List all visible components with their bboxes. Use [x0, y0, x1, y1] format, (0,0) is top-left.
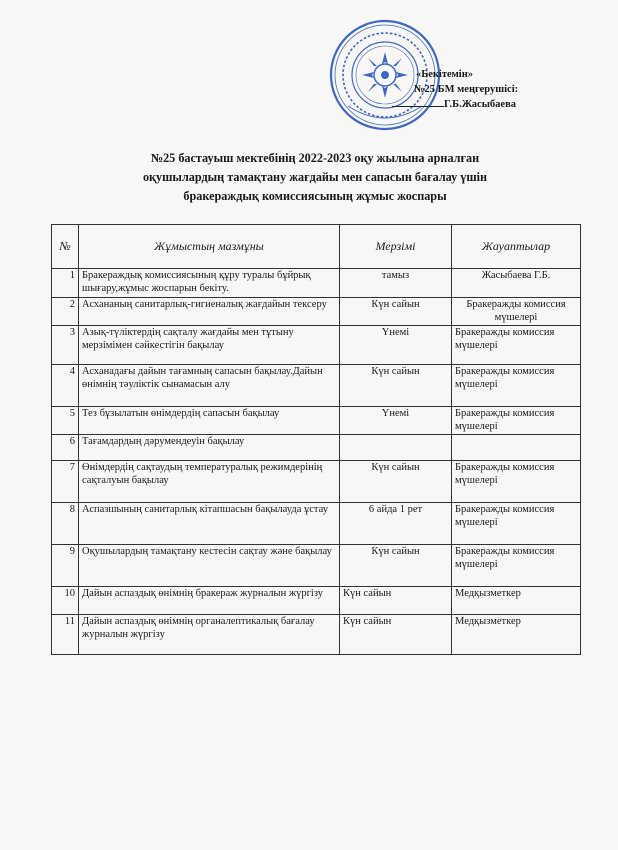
row-responsible: Бракеражды комиссия мүшелері — [452, 545, 581, 587]
row-content: Дайын аспаздық өнімнің органалептикалық бағалау журналын жүргізу — [79, 615, 340, 655]
row-responsible: Бракеражды комиссия мүшелері — [452, 365, 581, 407]
work-plan-table — [51, 224, 581, 655]
header-responsible: Жауаптылар — [452, 225, 581, 269]
row-content: Оқушылардың тамақтану кестесін сақтау және бақылау — [79, 545, 340, 587]
table-row — [52, 587, 581, 615]
table-row — [52, 298, 581, 326]
row-num: 9 — [52, 545, 79, 587]
table-row — [52, 326, 581, 365]
document-title — [100, 149, 530, 206]
row-date: 6 айда 1 рет — [340, 503, 452, 545]
row-date: Күн сайын — [340, 587, 452, 615]
signature-blank — [392, 97, 444, 107]
row-responsible: Бракеражды комиссия мүшелері — [452, 461, 581, 503]
row-num: 6 — [52, 435, 79, 461]
table-header-row — [52, 225, 581, 269]
header-date: Мерзімі — [340, 225, 452, 269]
row-responsible: Бракеражды комиссия мүшелері — [452, 298, 581, 326]
row-num: 4 — [52, 365, 79, 407]
row-content: Дайын аспаздық өнімнің бракераж журналын жүргізу — [79, 587, 340, 615]
row-responsible — [452, 435, 581, 461]
row-date: Күн сайын — [340, 461, 452, 503]
approval-signatory: Г.Б.Жасыбаева — [444, 99, 516, 110]
table-row — [52, 435, 581, 461]
row-content: Тағамдардың дәрумендеуін бақылау — [79, 435, 340, 461]
row-content: Аспазшының санитарлық кітапшасын бақылауда ұстау — [79, 503, 340, 545]
approval-block — [388, 68, 608, 113]
row-responsible: Медқызметкер — [452, 587, 581, 615]
table-row — [52, 461, 581, 503]
row-num: 1 — [52, 269, 79, 298]
row-responsible: Бракеражды комиссия мүшелері — [452, 326, 581, 365]
row-num: 7 — [52, 461, 79, 503]
table-row — [52, 503, 581, 545]
row-content: Асхананың санитарлық-гигиеналық жағдайын тексеру — [79, 298, 340, 326]
table-row — [52, 615, 581, 655]
approval-signature-line — [388, 97, 608, 113]
row-num: 3 — [52, 326, 79, 365]
header-num: № — [52, 225, 79, 269]
title-line-1: №25 бастауыш мектебінің 2022-2023 оқу жылына арналған — [150, 151, 480, 165]
row-content: Бракераждық комиссиясының құру туралы бұйрық шығару,жұмыс жоспарын бекіту. — [79, 269, 340, 298]
title-line-3: бракераждық комиссиясының жұмыс жоспары — [183, 189, 447, 203]
header-content: Жұмыстың мазмұны — [79, 225, 340, 269]
row-date: Үнемі — [340, 407, 452, 435]
table-row — [52, 545, 581, 587]
row-content: Тез бұзылатын өнімдердің сапасын бақылау — [79, 407, 340, 435]
row-responsible: Жасыбаева Г.Б. — [452, 269, 581, 298]
row-num: 10 — [52, 587, 79, 615]
row-num: 2 — [52, 298, 79, 326]
table-row — [52, 365, 581, 407]
row-num: 8 — [52, 503, 79, 545]
table-row — [52, 269, 581, 298]
row-num: 5 — [52, 407, 79, 435]
row-responsible: Бракеражды комиссия мүшелері — [452, 407, 581, 435]
row-content: Асханадағы дайын тағамның сапасын бақылау.Дайын өнімнің тәуліктік сынамасын алу — [79, 365, 340, 407]
row-date: Күн сайын — [340, 298, 452, 326]
row-content: Өнімдердің сақтаудың температуралық режимдерінің сақталуын бақылау — [79, 461, 340, 503]
row-date: Күн сайын — [340, 615, 452, 655]
row-responsible: Бракеражды комиссия мүшелері — [452, 503, 581, 545]
row-date: тамыз — [340, 269, 452, 298]
row-date — [340, 435, 452, 461]
row-responsible: Медқызметкер — [452, 615, 581, 655]
row-content: Азық-түліктердің сақталу жағдайы мен тұтыну мерзімімен сәйкестігін бақылау — [79, 326, 340, 365]
table-row — [52, 407, 581, 435]
row-date: Үнемі — [340, 326, 452, 365]
approval-heading: «Бекітемін» — [416, 69, 474, 80]
title-line-2: оқушылардың тамақтану жағдайы мен сапасын бағалау үшін — [142, 170, 488, 184]
row-date: Күн сайын — [340, 365, 452, 407]
approval-position: №25 БМ меңгерушісі: — [414, 83, 519, 95]
row-date: Күн сайын — [340, 545, 452, 587]
row-num: 11 — [52, 615, 79, 655]
